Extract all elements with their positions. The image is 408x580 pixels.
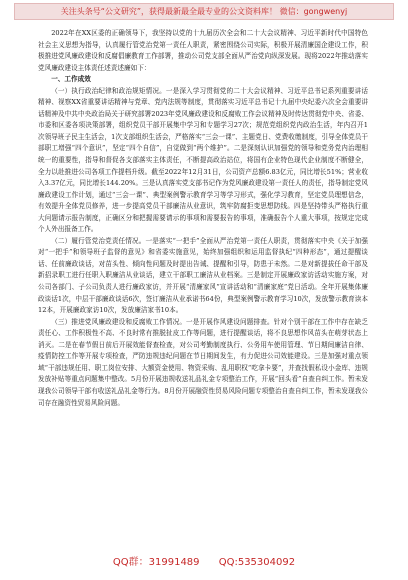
qq-label: QQ:535304092 xyxy=(218,557,296,568)
promo-banner: 关注头条号“公文研究”，获得最新最全最专业的公文资料库！ 微信：gongwenyj xyxy=(14,3,394,20)
qq-group-label: QQ群：31991489 xyxy=(112,557,200,568)
intro-paragraph: 2022年在XX区委的正确领导下，我坚持以党的十九届历次全会和二十大会议精神、习近平新时代中国特色社会主义思想为指导，认真履行管党治党第一责任人职责，紧密围绕公司实际，积极开展清廉国企建设工作，积极推进党风廉政建设和反腐倡廉教育工作部署，推动公司党支部全面从严治党向纵深发展。现将2022年推动落实党风廉政建设主体责任述责述廉如下： xyxy=(38,29,368,72)
section-heading: 一、工作成效 xyxy=(51,75,91,84)
section-paragraph-2: （二）履行管党治党责任情况。一是落实“一把手”全面从严治党第一责任人职责，贯彻落实中央《关于加强对“一把手”和领导班子监督的意见》和省委实施意见，始终加强组织和运用监督执纪“四种形态”，通过提醒谈话、任前廉政谈话，对苗头性、倾向性问题及时提出告诫、提醒和引导，防患于未然。二是对新提拔任命干部及新招录职工进行任职入职廉洁从业谈话，建立干部职工廉洁从业档案。三是制定开展廉政家访活动实施方案，对公司各部门、子公司负责人进行廉政家访，并开展“清廉家风”宣讲活动和“清廉家庭”党日活动。全年开展集体廉政谈话1次，中层干部廉政谈话6次，签订廉洁从业承诺书64份，典型案例警示教育学习10次，发放警示教育读本12本，开展廉政家访10次，发放廉洁家书10本。 xyxy=(38,236,368,315)
section-paragraph-3: （三）推进党风廉政建设和反腐败工作情况。一是开展作风建设问题排查。针对个别干部在工作中存在缺乏责任心、工作积极性不高、不良时常有推脱扯皮工作等问题，进行提醒谈话，将不良思想作风苗头在萌芽状态上消灭。二是在春节假日前后开展效能督查检查，对公司考勤制度执行、公务用车使用管理、节日期间廉洁自律、疫情防控工作等开展专项检查，严防违规违纪问题在节日期间发生，有力促进公司效能建设。三是加强对重点领域“干部违规任用、职工岗位安排、大额资金使用、物资采购、乱用职权“吃拿卡要”，并查找假私设小金库、违规发放补贴等重点问题集中整改。5月份开展违规收送礼品礼金专项整治工作，开展“回头看”自查自纠工作。暂未发现我公司领导干部有收送礼品礼金等行为。8月份开展融资性贸易风险问题专项整治自查自纠工作，暂未发现我公司存在融资性贸易风险问题。 xyxy=(38,317,368,407)
section-paragraph-1: （一）执行政治纪律和政治规矩情况。一是深入学习贯彻党的二十大会议精神、习近平总书记系列重要讲话精神、视察XX省重要讲话精神与党章、党内法规等制度，贯彻落实习近平总书记十九届中央纪委六次全会重要讲话精神及中共中央政治局关于研究部署2023年党风廉政建设和反腐败工作会议精神及时传达贯彻党中央、省委、市委和区委各项决策部署，组织党员干部开展集中学习和专题学习27次；规范党组织党内政治生活，年内召开1次领导班子民主生活会，1次支部组织生活会，严格落实“三会一课”、主题党日、党费收缴制度，引导全体党员干部职工增强“四个意识”，坚定“四个自信”，自觉做到“两个维护”。二是深刻认识加强党的领导和党务党内治理相统一的重要性，指导和督促各支部落实主体责任，不断提高政治站位，将国有企业特色现代企业制度不断健全，全力以赴推进公司各项工作提档升级。截至2022年12月31日，公司资产总额6.83亿元，同比增长51%；营业收入3.37亿元，同比增长144.20%。三是认真落实党支部书记作为党风廉政建设第一责任人的责任，指导制定党风廉政建设工作计划，通过“三会一课”、典型案例警示教育学习等学习形式，强化学习教育，坚定党员理想信念，有效提升全体党员修养，进一步提高党员干部廉洁从业意识，筑牢防腐拒变思想防线。四是坚持带头严格执行重大问题请示报告制度，正确区分和把握需要请示的事项和需要报告的事项，准确报告个人重大事项，按规定完成个人外出报备工作。 xyxy=(38,86,368,234)
document-body xyxy=(38,28,368,409)
footer-contact xyxy=(0,553,408,568)
